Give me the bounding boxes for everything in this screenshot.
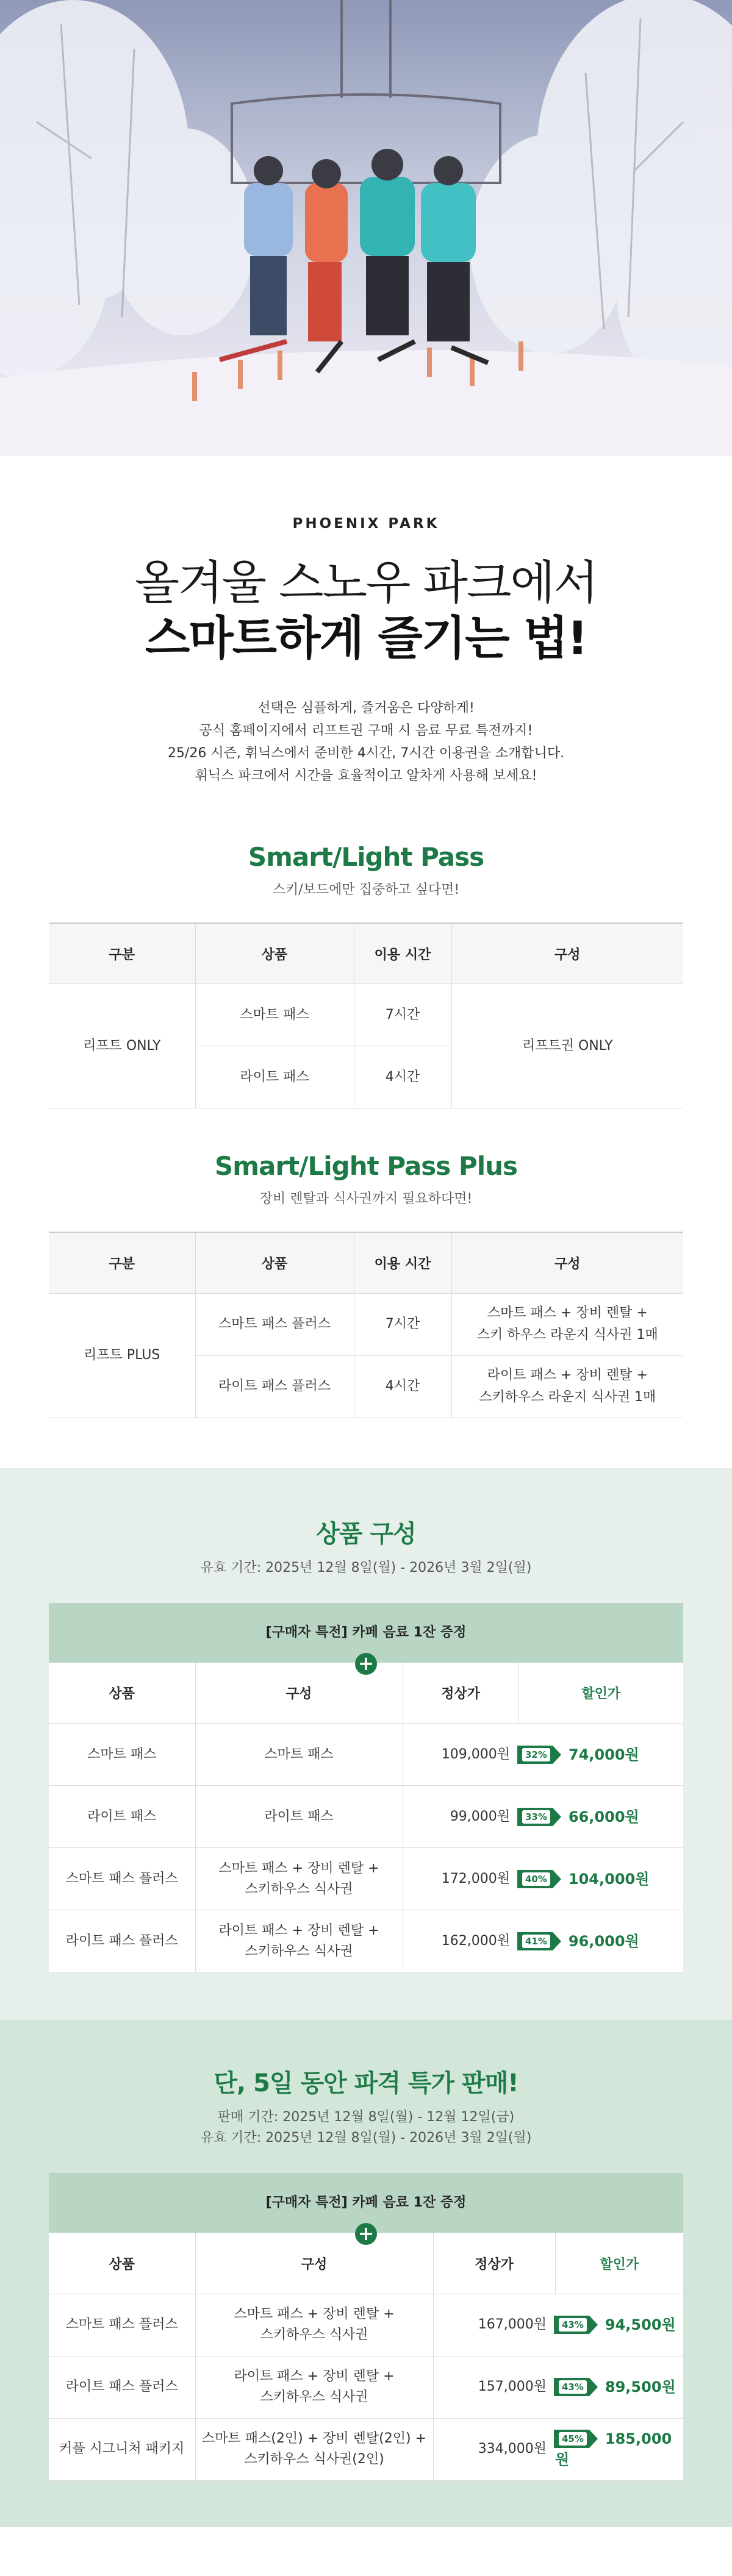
sale-price: 94,500원 — [605, 2316, 676, 2334]
composition-line: 스키하우스 식사권(2인) — [244, 2452, 384, 2467]
composition-line: 스키하우스 식사권 — [260, 2327, 368, 2343]
discount-cell — [555, 2418, 683, 2480]
composition-cell — [195, 2418, 433, 2480]
discount-rate: 45% — [559, 2432, 587, 2446]
table-row — [49, 1848, 683, 1910]
composition-line: 라이트 패스 + 장비 렌탈 + — [487, 1368, 648, 1383]
discount-badge — [517, 1870, 553, 1888]
column-header: 할인가 — [518, 1663, 683, 1724]
discount-badge — [554, 2430, 589, 2448]
discount-badge — [554, 2316, 589, 2334]
pass-plus-section — [0, 1151, 732, 1418]
table-row — [49, 1293, 683, 1355]
discount-badge — [517, 1808, 553, 1826]
page-footer-space — [0, 2527, 732, 2576]
composition-line: 스마트 패스 + 장비 렌탈 + — [487, 1305, 648, 1321]
discount-badge — [554, 2378, 589, 2396]
table-row — [49, 1724, 683, 1786]
column-header: 구성 — [451, 1232, 683, 1293]
discount-rate: 33% — [522, 1810, 550, 1824]
product-cell: 라이트 패스 플러스 — [49, 1910, 195, 1972]
table-header-row — [49, 923, 683, 984]
hero-illustration — [0, 0, 732, 456]
intro-section — [0, 456, 732, 787]
composition-cell — [195, 1910, 403, 1972]
discount-cell — [518, 1910, 683, 1972]
benefit-bar: [구매자 특전] 카페 음료 1잔 증정 — [49, 2173, 683, 2233]
composition-cell — [451, 1293, 683, 1355]
time-cell: 4시간 — [354, 1046, 451, 1108]
discount-cell — [518, 1724, 683, 1786]
column-header: 상품 — [195, 1232, 354, 1293]
composition-line: 라이트 패스 + 장비 렌탈 + — [234, 2369, 395, 2385]
discount-badge — [517, 1932, 553, 1950]
product-cell: 라이트 패스 플러스 — [49, 2356, 195, 2418]
table-row — [49, 984, 683, 1046]
pass-plus-table — [49, 1232, 683, 1418]
products-title: 상품 구성 — [316, 1519, 416, 1548]
benefit-bar: [구매자 특전] 카페 음료 1잔 증정 — [49, 1603, 683, 1663]
composition-line: 스키 하우스 라운지 식사권 1매 — [476, 1327, 658, 1343]
group-cell: 리프트 ONLY — [49, 984, 195, 1108]
flash-sale-section — [0, 2020, 732, 2527]
composition-cell — [195, 2356, 433, 2418]
headline-line1: 올겨울 스노우 파크에서 — [134, 555, 598, 610]
pass-title: Smart/Light Pass — [248, 841, 484, 872]
discount-cell — [518, 1786, 683, 1848]
column-header: 구성 — [451, 923, 683, 984]
product-cell: 스마트 패스 — [195, 984, 354, 1046]
column-header: 상품 — [49, 1663, 195, 1724]
composition-cell — [195, 1848, 403, 1910]
composition-cell — [451, 1355, 683, 1418]
composition-cell — [195, 1724, 403, 1786]
column-header: 구분 — [49, 923, 195, 984]
regular-price: 172,000원 — [403, 1848, 518, 1910]
composition-line: 라이트 패스 — [264, 1808, 334, 1824]
product-cell: 라이트 패스 — [49, 1786, 195, 1848]
composition-line: 스키하우스 라운지 식사권 1매 — [479, 1390, 656, 1405]
intro-line: 선택은 심플하게, 즐거움은 다양하게! — [257, 700, 475, 716]
composition-line: 스마트 패스 + 장비 렌탈 + — [234, 2307, 395, 2322]
sale-price: 185,000원 — [555, 2430, 672, 2469]
products-section — [0, 1468, 732, 2021]
column-header: 이용 시간 — [354, 923, 451, 984]
product-cell: 스마트 패스 플러스 — [195, 1293, 354, 1355]
sale-period: 판매 기간: 2025년 12월 8일(월) - 12월 12일(금) — [217, 2110, 515, 2125]
pass-table — [49, 922, 683, 1109]
table-row — [49, 2294, 683, 2356]
column-header: 정상가 — [433, 2233, 555, 2294]
table-row — [49, 2418, 683, 2480]
pass-plus-subtitle: 장비 렌탈과 식사권까지 필요하다면! — [259, 1191, 473, 1207]
discount-badge — [517, 1746, 553, 1764]
sale-price: 96,000원 — [568, 1932, 639, 1950]
table-row — [49, 1786, 683, 1848]
composition-line: 라이트 패스 + 장비 렌탈 + — [218, 1922, 379, 1938]
discount-rate: 41% — [522, 1935, 550, 1948]
time-cell: 7시간 — [354, 1293, 451, 1355]
product-cell: 라이트 패스 — [195, 1046, 354, 1108]
plus-icon: + — [355, 2223, 377, 2245]
discount-cell — [518, 1848, 683, 1910]
composition-cell — [195, 2294, 433, 2356]
regular-price: 99,000원 — [403, 1786, 518, 1848]
column-header: 할인가 — [555, 2233, 683, 2294]
regular-price: 157,000원 — [433, 2356, 555, 2418]
discount-cell — [555, 2356, 683, 2418]
intro-line: 25/26 시즌, 휘닉스에서 준비한 4시간, 7시간 이용권을 소개합니다. — [167, 745, 565, 761]
flash-table — [49, 2233, 683, 2481]
composition-line: 스마트 패스 — [264, 1746, 334, 1762]
discount-rate: 43% — [559, 2318, 587, 2332]
intro-line: 휘닉스 파크에서 시간을 효율적이고 알차게 사용해 보세요! — [195, 768, 537, 783]
composition-cell: 리프트권 ONLY — [451, 984, 683, 1108]
headline-line2: 스마트하게 즐기는 법! — [145, 611, 587, 666]
flash-validity: 유효 기간: 2025년 12월 8일(월) - 2026년 3월 2일(월) — [200, 2130, 532, 2146]
flash-dates — [0, 2107, 732, 2149]
flash-title: 단, 5일 동안 파격 특가 판매! — [214, 2069, 518, 2098]
time-cell: 4시간 — [354, 1355, 451, 1418]
table-header-row — [49, 1232, 683, 1293]
composition-line: 스마트 패스(2인) + 장비 렌탈(2인) + — [202, 2431, 426, 2447]
column-header: 구성 — [195, 2233, 433, 2294]
composition-cell — [195, 1786, 403, 1848]
composition-line: 스키하우스 식사권 — [245, 1881, 353, 1897]
discount-rate: 32% — [522, 1748, 550, 1761]
products-validity: 유효 기간: 2025년 12월 8일(월) - 2026년 3월 2일(월) — [200, 1560, 532, 1575]
regular-price: 162,000원 — [403, 1910, 518, 1972]
table-row — [49, 1910, 683, 1972]
intro-line: 공식 홈페이지에서 리프트권 구매 시 음료 무료 특전까지! — [199, 722, 533, 738]
discount-rate: 43% — [559, 2380, 587, 2394]
product-cell: 스마트 패스 플러스 — [49, 1848, 195, 1910]
pass-plus-title: Smart/Light Pass Plus — [214, 1151, 517, 1182]
composition-line: 스마트 패스 + 장비 렌탈 + — [218, 1860, 379, 1876]
product-cell: 커플 시그니처 패키지 — [49, 2418, 195, 2480]
products-table — [49, 1663, 683, 1973]
column-header: 이용 시간 — [354, 1232, 451, 1293]
product-cell: 라이트 패스 플러스 — [195, 1355, 354, 1418]
regular-price: 167,000원 — [433, 2294, 555, 2356]
column-header: 구성 — [195, 1663, 403, 1724]
discount-cell — [555, 2294, 683, 2356]
regular-price: 334,000원 — [433, 2418, 555, 2480]
sale-price: 89,500원 — [605, 2378, 676, 2396]
regular-price: 109,000원 — [403, 1724, 518, 1786]
sale-price: 104,000원 — [568, 1870, 650, 1888]
intro-paragraph — [0, 697, 732, 787]
hero-image — [0, 0, 732, 456]
group-cell: 리프트 PLUS — [49, 1293, 195, 1418]
brand-name: PHOENIX PARK — [292, 516, 440, 532]
plus-icon: + — [355, 1653, 377, 1675]
product-cell: 스마트 패스 플러스 — [49, 2294, 195, 2356]
composition-line: 스키하우스 식사권 — [260, 2389, 368, 2405]
column-header: 상품 — [49, 2233, 195, 2294]
sale-price: 74,000원 — [568, 1746, 639, 1763]
sale-price: 66,000원 — [568, 1808, 639, 1825]
time-cell: 7시간 — [354, 984, 451, 1046]
column-header: 상품 — [195, 923, 354, 984]
discount-rate: 40% — [522, 1872, 550, 1886]
pass-subtitle: 스키/보드에만 집중하고 싶다면! — [272, 882, 460, 897]
pass-section — [0, 842, 732, 1109]
column-header: 구분 — [49, 1232, 195, 1293]
product-cell: 스마트 패스 — [49, 1724, 195, 1786]
table-row — [49, 2356, 683, 2418]
column-header: 정상가 — [403, 1663, 518, 1724]
composition-line: 스키하우스 식사권 — [245, 1943, 353, 1959]
